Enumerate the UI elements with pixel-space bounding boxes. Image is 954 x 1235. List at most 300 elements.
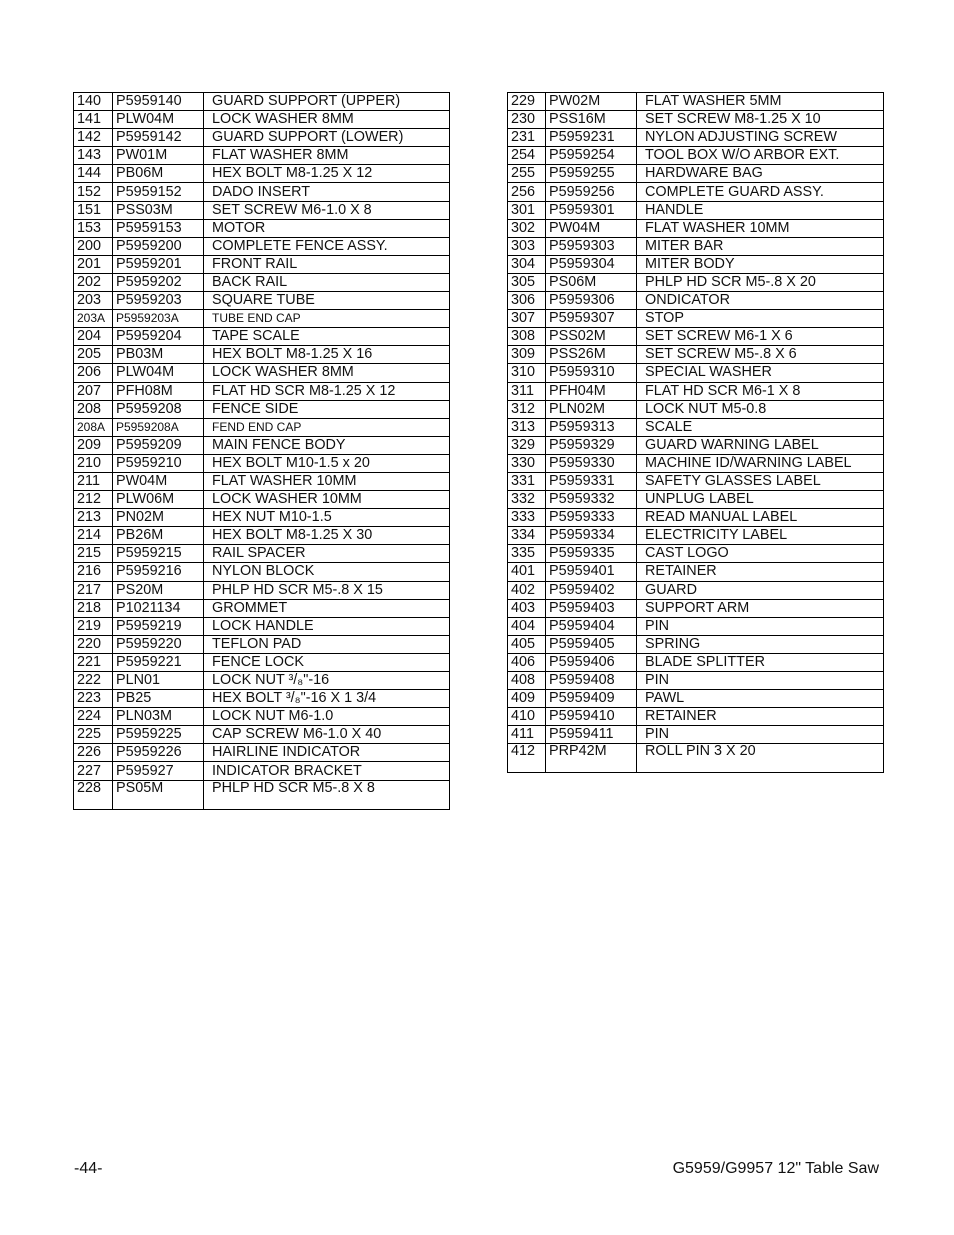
description-cell: RETAINER bbox=[637, 708, 884, 726]
parts-row bbox=[508, 310, 884, 328]
parts-row bbox=[508, 690, 884, 708]
parts-row bbox=[74, 418, 450, 436]
part-number-cell: P5959202 bbox=[113, 273, 204, 291]
part-number-cell: P5959410 bbox=[546, 708, 637, 726]
ref-number-cell: 302 bbox=[508, 219, 546, 237]
description-cell: PIN bbox=[637, 617, 884, 635]
part-number-cell: P5959402 bbox=[546, 581, 637, 599]
parts-row bbox=[74, 165, 450, 183]
part-number-cell: P5959304 bbox=[546, 255, 637, 273]
ref-number-cell: 203A bbox=[74, 310, 113, 328]
description-cell: LOCK NUT M5-0.8 bbox=[637, 400, 884, 418]
parts-row bbox=[74, 744, 450, 762]
parts-row bbox=[74, 491, 450, 509]
description-cell: RETAINER bbox=[637, 563, 884, 581]
ref-number-cell: 224 bbox=[74, 708, 113, 726]
part-number-cell: P5959409 bbox=[546, 690, 637, 708]
ref-number-cell: 204 bbox=[74, 328, 113, 346]
ref-number-cell: 313 bbox=[508, 418, 546, 436]
description-cell: FEND END CAP bbox=[204, 418, 450, 436]
ref-number-cell: 305 bbox=[508, 273, 546, 291]
parts-row bbox=[508, 382, 884, 400]
part-number-cell: P5959335 bbox=[546, 545, 637, 563]
description-cell: GUARD WARNING LABEL bbox=[637, 436, 884, 454]
document-title: G5959/G9957 12" Table Saw bbox=[672, 1160, 879, 1177]
ref-number-cell: 406 bbox=[508, 653, 546, 671]
ref-number-cell: 217 bbox=[74, 581, 113, 599]
description-cell: SET SCREW M6-1 X 6 bbox=[637, 328, 884, 346]
part-number-cell: PS05M bbox=[113, 780, 204, 809]
ref-number-cell: 200 bbox=[74, 237, 113, 255]
ref-number-cell: 335 bbox=[508, 545, 546, 563]
parts-row bbox=[508, 653, 884, 671]
part-number-cell: P5959332 bbox=[546, 491, 637, 509]
description-cell: TEFLON PAD bbox=[204, 635, 450, 653]
parts-row bbox=[74, 509, 450, 527]
description-cell: TUBE END CAP bbox=[204, 310, 450, 328]
parts-row bbox=[508, 491, 884, 509]
part-number-cell: P5959226 bbox=[113, 744, 204, 762]
parts-row bbox=[508, 364, 884, 382]
part-number-cell: P5959225 bbox=[113, 726, 204, 744]
parts-table-right-body bbox=[508, 93, 884, 773]
description-cell: BLADE SPLITTER bbox=[637, 653, 884, 671]
description-cell: LOCK WASHER 10MM bbox=[204, 491, 450, 509]
ref-number-cell: 226 bbox=[74, 744, 113, 762]
parts-row bbox=[508, 617, 884, 635]
parts-row bbox=[74, 255, 450, 273]
part-number-cell: PRP42M bbox=[546, 744, 637, 773]
ref-number-cell: 334 bbox=[508, 527, 546, 545]
parts-table-left-body bbox=[74, 93, 450, 810]
part-number-cell: PN02M bbox=[113, 509, 204, 527]
part-number-cell: P1021134 bbox=[113, 599, 204, 617]
parts-row bbox=[74, 183, 450, 201]
ref-number-cell: 144 bbox=[74, 165, 113, 183]
ref-number-cell: 140 bbox=[74, 93, 113, 111]
ref-number-cell: 201 bbox=[74, 255, 113, 273]
part-number-cell: PB26M bbox=[113, 527, 204, 545]
parts-table-left bbox=[73, 92, 450, 810]
description-cell: LOCK NUT M6-1.0 bbox=[204, 708, 450, 726]
ref-number-cell: 212 bbox=[74, 491, 113, 509]
part-number-cell: P595927 bbox=[113, 762, 204, 780]
ref-number-cell: 411 bbox=[508, 726, 546, 744]
ref-number-cell: 216 bbox=[74, 563, 113, 581]
description-cell: FLAT WASHER 10MM bbox=[204, 472, 450, 490]
ref-number-cell: 410 bbox=[508, 708, 546, 726]
part-number-cell: PB25 bbox=[113, 690, 204, 708]
description-cell: MITER BODY bbox=[637, 255, 884, 273]
description-cell: GUARD SUPPORT (UPPER) bbox=[204, 93, 450, 111]
ref-number-cell: 229 bbox=[508, 93, 546, 111]
description-cell: FENCE LOCK bbox=[204, 653, 450, 671]
ref-number-cell: 409 bbox=[508, 690, 546, 708]
ref-number-cell: 403 bbox=[508, 599, 546, 617]
ref-number-cell: 208A bbox=[74, 418, 113, 436]
parts-row bbox=[508, 472, 884, 490]
description-cell: COMPLETE GUARD ASSY. bbox=[637, 183, 884, 201]
parts-row bbox=[74, 472, 450, 490]
ref-number-cell: 202 bbox=[74, 273, 113, 291]
ref-number-cell: 219 bbox=[74, 617, 113, 635]
ref-number-cell: 412 bbox=[508, 744, 546, 773]
description-cell: ROLL PIN 3 X 20 bbox=[637, 744, 884, 773]
parts-row bbox=[508, 599, 884, 617]
part-number-cell: P5959208A bbox=[113, 418, 204, 436]
part-number-cell: PW04M bbox=[113, 472, 204, 490]
parts-row bbox=[74, 527, 450, 545]
parts-row bbox=[508, 400, 884, 418]
part-number-cell: PB03M bbox=[113, 346, 204, 364]
description-cell: PHLP HD SCR M5-.8 X 8 bbox=[204, 780, 450, 809]
part-number-cell: P5959301 bbox=[546, 201, 637, 219]
parts-row bbox=[74, 454, 450, 472]
description-cell: SET SCREW M6-1.0 X 8 bbox=[204, 201, 450, 219]
description-cell: HEX BOLT M8-1.25 X 12 bbox=[204, 165, 450, 183]
part-number-cell: P5959140 bbox=[113, 93, 204, 111]
ref-number-cell: 142 bbox=[74, 129, 113, 147]
part-number-cell: P5959411 bbox=[546, 726, 637, 744]
ref-number-cell: 256 bbox=[508, 183, 546, 201]
description-cell: SET SCREW M8-1.25 X 10 bbox=[637, 111, 884, 129]
ref-number-cell: 223 bbox=[74, 690, 113, 708]
part-number-cell: P5959221 bbox=[113, 653, 204, 671]
part-number-cell: P5959403 bbox=[546, 599, 637, 617]
part-number-cell: P5959408 bbox=[546, 672, 637, 690]
description-cell: HAIRLINE INDICATOR bbox=[204, 744, 450, 762]
parts-table-right bbox=[507, 92, 884, 773]
parts-row bbox=[508, 111, 884, 129]
description-cell: SQUARE TUBE bbox=[204, 292, 450, 310]
description-cell: MOTOR bbox=[204, 219, 450, 237]
ref-number-cell: 210 bbox=[74, 454, 113, 472]
parts-row bbox=[74, 617, 450, 635]
description-cell: ELECTRICITY LABEL bbox=[637, 527, 884, 545]
parts-row bbox=[508, 147, 884, 165]
part-number-cell: PB06M bbox=[113, 165, 204, 183]
part-number-cell: P5959142 bbox=[113, 129, 204, 147]
parts-row bbox=[508, 581, 884, 599]
part-number-cell: P5959209 bbox=[113, 436, 204, 454]
description-cell: PHLP HD SCR M5-.8 X 20 bbox=[637, 273, 884, 291]
parts-row bbox=[74, 364, 450, 382]
part-number-cell: P5959216 bbox=[113, 563, 204, 581]
parts-row bbox=[508, 328, 884, 346]
ref-number-cell: 143 bbox=[74, 147, 113, 165]
ref-number-cell: 404 bbox=[508, 617, 546, 635]
parts-row bbox=[508, 509, 884, 527]
ref-number-cell: 310 bbox=[508, 364, 546, 382]
description-cell: FLAT WASHER 5MM bbox=[637, 93, 884, 111]
description-cell: CAP SCREW M6-1.0 X 40 bbox=[204, 726, 450, 744]
part-number-cell: P5959303 bbox=[546, 237, 637, 255]
ref-number-cell: 312 bbox=[508, 400, 546, 418]
ref-number-cell: 231 bbox=[508, 129, 546, 147]
parts-row bbox=[74, 328, 450, 346]
parts-row bbox=[508, 744, 884, 773]
parts-row bbox=[74, 708, 450, 726]
parts-row bbox=[74, 382, 450, 400]
ref-number-cell: 209 bbox=[74, 436, 113, 454]
parts-row bbox=[508, 545, 884, 563]
part-number-cell: PFH08M bbox=[113, 382, 204, 400]
ref-number-cell: 220 bbox=[74, 635, 113, 653]
parts-row bbox=[508, 436, 884, 454]
part-number-cell: PLN01 bbox=[113, 672, 204, 690]
description-cell: MITER BAR bbox=[637, 237, 884, 255]
ref-number-cell: 330 bbox=[508, 454, 546, 472]
description-cell: NYLON BLOCK bbox=[204, 563, 450, 581]
parts-row bbox=[74, 292, 450, 310]
part-number-cell: PSS03M bbox=[113, 201, 204, 219]
part-number-cell: PLN03M bbox=[113, 708, 204, 726]
ref-number-cell: 301 bbox=[508, 201, 546, 219]
ref-number-cell: 208 bbox=[74, 400, 113, 418]
ref-number-cell: 306 bbox=[508, 292, 546, 310]
parts-row bbox=[74, 400, 450, 418]
parts-row bbox=[508, 346, 884, 364]
ref-number-cell: 213 bbox=[74, 509, 113, 527]
part-number-cell: PS20M bbox=[113, 581, 204, 599]
part-number-cell: P5959406 bbox=[546, 653, 637, 671]
ref-number-cell: 331 bbox=[508, 472, 546, 490]
description-cell: FLAT WASHER 8MM bbox=[204, 147, 450, 165]
ref-number-cell: 307 bbox=[508, 310, 546, 328]
parts-row bbox=[508, 129, 884, 147]
ref-number-cell: 207 bbox=[74, 382, 113, 400]
description-cell: READ MANUAL LABEL bbox=[637, 509, 884, 527]
part-number-cell: P5959333 bbox=[546, 509, 637, 527]
description-cell: PHLP HD SCR M5-.8 X 15 bbox=[204, 581, 450, 599]
ref-number-cell: 304 bbox=[508, 255, 546, 273]
parts-row bbox=[74, 346, 450, 364]
page-number: -44- bbox=[74, 1160, 103, 1177]
part-number-cell: PSS16M bbox=[546, 111, 637, 129]
ref-number-cell: 214 bbox=[74, 527, 113, 545]
parts-row bbox=[74, 237, 450, 255]
parts-row bbox=[74, 545, 450, 563]
description-cell: FLAT HD SCR M8-1.25 X 12 bbox=[204, 382, 450, 400]
ref-number-cell: 153 bbox=[74, 219, 113, 237]
parts-row bbox=[74, 310, 450, 328]
description-cell: SCALE bbox=[637, 418, 884, 436]
description-cell: SAFETY GLASSES LABEL bbox=[637, 472, 884, 490]
parts-row bbox=[508, 255, 884, 273]
parts-row bbox=[508, 219, 884, 237]
description-cell: UNPLUG LABEL bbox=[637, 491, 884, 509]
part-number-cell: P5959152 bbox=[113, 183, 204, 201]
part-number-cell: P5959255 bbox=[546, 165, 637, 183]
description-cell: TOOL BOX W/O ARBOR EXT. bbox=[637, 147, 884, 165]
part-number-cell: P5959405 bbox=[546, 635, 637, 653]
ref-number-cell: 401 bbox=[508, 563, 546, 581]
description-cell: PAWL bbox=[637, 690, 884, 708]
ref-number-cell: 311 bbox=[508, 382, 546, 400]
ref-number-cell: 206 bbox=[74, 364, 113, 382]
part-number-cell: PSS26M bbox=[546, 346, 637, 364]
description-cell: MACHINE ID/WARNING LABEL bbox=[637, 454, 884, 472]
description-cell: HARDWARE BAG bbox=[637, 165, 884, 183]
parts-row bbox=[74, 762, 450, 780]
ref-number-cell: 152 bbox=[74, 183, 113, 201]
parts-row bbox=[508, 201, 884, 219]
part-number-cell: PS06M bbox=[546, 273, 637, 291]
part-number-cell: P5959254 bbox=[546, 147, 637, 165]
ref-number-cell: 205 bbox=[74, 346, 113, 364]
ref-number-cell: 309 bbox=[508, 346, 546, 364]
description-cell: DADO INSERT bbox=[204, 183, 450, 201]
ref-number-cell: 255 bbox=[508, 165, 546, 183]
part-number-cell: P5959330 bbox=[546, 454, 637, 472]
part-number-cell: PW01M bbox=[113, 147, 204, 165]
part-number-cell: P5959204 bbox=[113, 328, 204, 346]
ref-number-cell: 228 bbox=[74, 780, 113, 809]
part-number-cell: P5959203 bbox=[113, 292, 204, 310]
parts-row bbox=[74, 93, 450, 111]
part-number-cell: PLW04M bbox=[113, 111, 204, 129]
ref-number-cell: 215 bbox=[74, 545, 113, 563]
parts-row bbox=[508, 183, 884, 201]
ref-number-cell: 402 bbox=[508, 581, 546, 599]
parts-row bbox=[74, 581, 450, 599]
description-cell: SET SCREW M5-.8 X 6 bbox=[637, 346, 884, 364]
ref-number-cell: 308 bbox=[508, 328, 546, 346]
description-cell: PIN bbox=[637, 726, 884, 744]
parts-row bbox=[508, 672, 884, 690]
ref-number-cell: 329 bbox=[508, 436, 546, 454]
part-number-cell: P5959334 bbox=[546, 527, 637, 545]
ref-number-cell: 221 bbox=[74, 653, 113, 671]
description-cell: ONDICATOR bbox=[637, 292, 884, 310]
description-cell: HEX BOLT M8-1.25 X 30 bbox=[204, 527, 450, 545]
description-cell: RAIL SPACER bbox=[204, 545, 450, 563]
part-number-cell: P5959203A bbox=[113, 310, 204, 328]
ref-number-cell: 303 bbox=[508, 237, 546, 255]
description-cell: BACK RAIL bbox=[204, 273, 450, 291]
part-number-cell: PLN02M bbox=[546, 400, 637, 418]
parts-row bbox=[508, 726, 884, 744]
parts-row bbox=[508, 563, 884, 581]
parts-row bbox=[508, 708, 884, 726]
description-cell: STOP bbox=[637, 310, 884, 328]
part-number-cell: P5959215 bbox=[113, 545, 204, 563]
description-cell: HANDLE bbox=[637, 201, 884, 219]
description-cell: SUPPORT ARM bbox=[637, 599, 884, 617]
part-number-cell: P5959307 bbox=[546, 310, 637, 328]
parts-row bbox=[74, 111, 450, 129]
part-number-cell: P5959313 bbox=[546, 418, 637, 436]
description-cell: FRONT RAIL bbox=[204, 255, 450, 273]
parts-row bbox=[74, 436, 450, 454]
description-cell: HEX BOLT M8-1.25 X 16 bbox=[204, 346, 450, 364]
parts-row bbox=[74, 599, 450, 617]
description-cell: LOCK HANDLE bbox=[204, 617, 450, 635]
description-cell: INDICATOR BRACKET bbox=[204, 762, 450, 780]
description-cell: LOCK WASHER 8MM bbox=[204, 111, 450, 129]
description-cell: GUARD bbox=[637, 581, 884, 599]
parts-row bbox=[508, 635, 884, 653]
description-cell: TAPE SCALE bbox=[204, 328, 450, 346]
part-number-cell: PSS02M bbox=[546, 328, 637, 346]
description-cell: FLAT WASHER 10MM bbox=[637, 219, 884, 237]
parts-row bbox=[74, 672, 450, 690]
parts-row bbox=[508, 93, 884, 111]
parts-row bbox=[74, 201, 450, 219]
ref-number-cell: 151 bbox=[74, 201, 113, 219]
part-number-cell: P5959200 bbox=[113, 237, 204, 255]
part-number-cell: P5959231 bbox=[546, 129, 637, 147]
part-number-cell: P5959219 bbox=[113, 617, 204, 635]
ref-number-cell: 333 bbox=[508, 509, 546, 527]
ref-number-cell: 225 bbox=[74, 726, 113, 744]
ref-number-cell: 211 bbox=[74, 472, 113, 490]
part-number-cell: PW02M bbox=[546, 93, 637, 111]
ref-number-cell: 222 bbox=[74, 672, 113, 690]
parts-row bbox=[74, 129, 450, 147]
ref-number-cell: 218 bbox=[74, 599, 113, 617]
part-number-cell: P5959210 bbox=[113, 454, 204, 472]
parts-row bbox=[74, 653, 450, 671]
description-cell: NYLON ADJUSTING SCREW bbox=[637, 129, 884, 147]
parts-row bbox=[74, 726, 450, 744]
part-number-cell: P5959208 bbox=[113, 400, 204, 418]
parts-row bbox=[508, 418, 884, 436]
description-cell: SPRING bbox=[637, 635, 884, 653]
parts-row bbox=[508, 165, 884, 183]
part-number-cell: P5959220 bbox=[113, 635, 204, 653]
part-number-cell: PLW04M bbox=[113, 364, 204, 382]
description-cell: GUARD SUPPORT (LOWER) bbox=[204, 129, 450, 147]
description-cell: COMPLETE FENCE ASSY. bbox=[204, 237, 450, 255]
part-number-cell: PW04M bbox=[546, 219, 637, 237]
description-cell: FLAT HD SCR M6-1 X 8 bbox=[637, 382, 884, 400]
description-cell: HEX BOLT M10-1.5 x 20 bbox=[204, 454, 450, 472]
parts-row bbox=[508, 527, 884, 545]
description-cell: HEX BOLT ³/₈"-16 X 1 3/4 bbox=[204, 690, 450, 708]
description-cell: SPECIAL WASHER bbox=[637, 364, 884, 382]
ref-number-cell: 203 bbox=[74, 292, 113, 310]
part-number-cell: P5959256 bbox=[546, 183, 637, 201]
ref-number-cell: 405 bbox=[508, 635, 546, 653]
description-cell: LOCK NUT ³/₈"-16 bbox=[204, 672, 450, 690]
ref-number-cell: 141 bbox=[74, 111, 113, 129]
ref-number-cell: 230 bbox=[508, 111, 546, 129]
part-number-cell: PFH04M bbox=[546, 382, 637, 400]
parts-row bbox=[74, 635, 450, 653]
parts-row bbox=[508, 454, 884, 472]
ref-number-cell: 408 bbox=[508, 672, 546, 690]
description-cell: FENCE SIDE bbox=[204, 400, 450, 418]
parts-row bbox=[74, 690, 450, 708]
part-number-cell: P5959401 bbox=[546, 563, 637, 581]
parts-row bbox=[508, 273, 884, 291]
part-number-cell: P5959331 bbox=[546, 472, 637, 490]
part-number-cell: P5959329 bbox=[546, 436, 637, 454]
parts-row bbox=[508, 237, 884, 255]
ref-number-cell: 227 bbox=[74, 762, 113, 780]
part-number-cell: P5959310 bbox=[546, 364, 637, 382]
ref-number-cell: 332 bbox=[508, 491, 546, 509]
parts-row bbox=[508, 292, 884, 310]
part-number-cell: P5959404 bbox=[546, 617, 637, 635]
part-number-cell: P5959201 bbox=[113, 255, 204, 273]
description-cell: PIN bbox=[637, 672, 884, 690]
description-cell: MAIN FENCE BODY bbox=[204, 436, 450, 454]
part-number-cell: P5959306 bbox=[546, 292, 637, 310]
description-cell: GROMMET bbox=[204, 599, 450, 617]
part-number-cell: PLW06M bbox=[113, 491, 204, 509]
